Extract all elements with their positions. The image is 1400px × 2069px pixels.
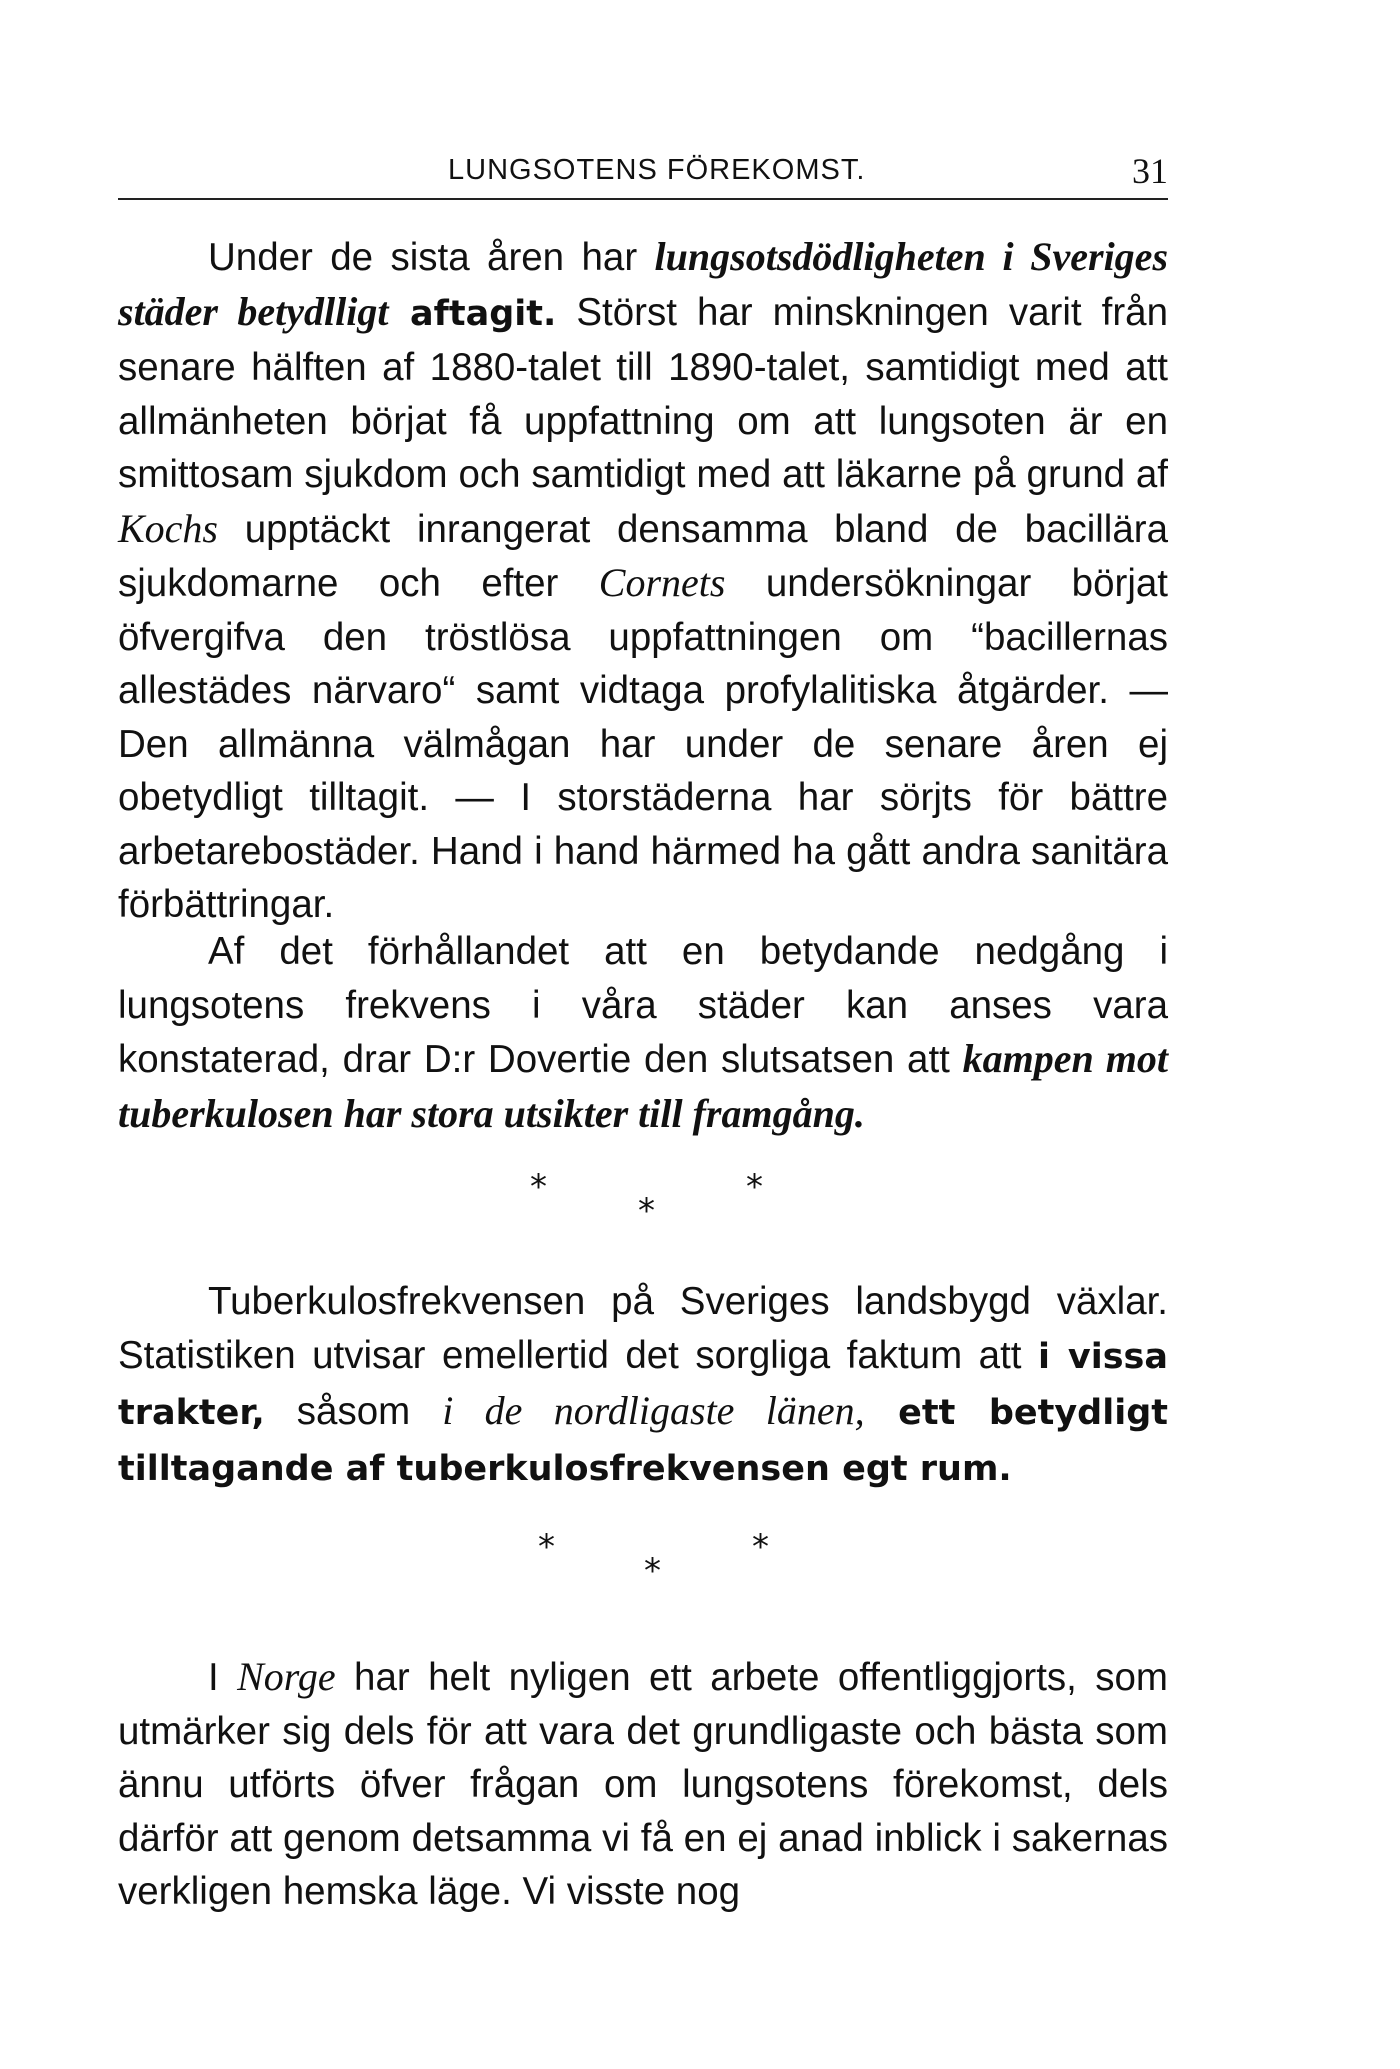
separator-asterisk: * xyxy=(752,1527,769,1567)
p1-emphasis-kochs: Kochs xyxy=(118,505,218,551)
page-header xyxy=(118,150,1168,200)
p1-emphasis-cornets: Cornets xyxy=(598,560,726,605)
separator-asterisk: * xyxy=(538,1527,555,1567)
p1-text-3: upptäckt inrangerat densamma bland de bacillära sjukdomarne och efter xyxy=(118,507,1168,605)
p1-bold-1: aftagit. xyxy=(388,293,557,334)
p3-text-2: såsom xyxy=(264,1390,443,1433)
p1-text-4: undersökningar börjat öfvergifva den tröstlösa uppfattningen om “bacillernas allestädes närvaro“ samt vidtaga profylalitiska åtgärder. — Den allmänna välmågan har under de senare åren ej obetydligt tilltagit. — I storstäderna har sörjts för bättre arbetarebostäder. Hand i hand härmed ha gått andra sanitära förbättringar. xyxy=(118,562,1168,926)
p1-text-1: Under de sista åren har xyxy=(208,236,655,279)
p3-bold-2: ett betydligt tilltagande af tuberkulosfrekvensen egt rum. xyxy=(118,1393,1168,1489)
separator-asterisk: * xyxy=(746,1167,763,1207)
section-separator-1 xyxy=(0,1167,1400,1250)
p2-emphasis-1: kampen mot tuberkulosen har stora utsikter till framgång. xyxy=(118,1036,1168,1136)
section-separator-2 xyxy=(0,1527,1400,1610)
p1-text-2: Störst har minskningen varit från senare hälften af 1880-talet till 1890-talet, samtidigt med att allmänheten börjat få uppfattning om att lungsoten är en smittosam sjukdom och samtidigt med att läkarne på grund af xyxy=(118,290,1169,496)
separator-asterisk: * xyxy=(530,1167,547,1207)
separator-asterisk: * xyxy=(638,1191,655,1231)
paragraph-1 xyxy=(118,230,1168,932)
p3-emphasis-1: i de nordligaste länen, xyxy=(442,1388,865,1433)
header-rule xyxy=(118,198,1168,200)
paragraph-2 xyxy=(118,925,1168,1141)
p2-text-1: Af det förhållandet att en betydande nedgång i lungsotens frekvens i våra städer kan anses vara konstaterad, drar D:r Dovertie den slutsatsen att xyxy=(118,930,1168,1081)
running-title: LUNGSOTENS FÖREKOMST. xyxy=(448,154,866,186)
page-number: 31 xyxy=(1132,151,1168,191)
p3-text-1: Tuberkulosfrekvensen på Sveriges landsbygd växlar. Statistiken utvisar emellertid det sorgliga faktum att xyxy=(118,1280,1168,1377)
paragraph-4 xyxy=(118,1650,1168,1919)
p3-bold-1: i vissa trakter, xyxy=(118,1336,1168,1433)
separator-asterisk: * xyxy=(644,1551,661,1591)
p4-text-1: I xyxy=(208,1656,238,1699)
p4-text-2: har helt nyligen ett arbete offentliggjorts, som utmärker sig dels för att vara det grundligaste och bästa som ännu utförts öfver frågan om lungsotens förekomst, dels därför att genom detsamma vi få en ej anad inblick i sakernas verkligen hemska läge. Vi visste nog xyxy=(118,1656,1168,1913)
p1-emphasis-1: lungsotsdödligheten i Sveriges städer betydlligt xyxy=(118,234,1169,334)
p4-emphasis-norge: Norge xyxy=(237,1654,336,1699)
paragraph-3 xyxy=(118,1275,1168,1496)
